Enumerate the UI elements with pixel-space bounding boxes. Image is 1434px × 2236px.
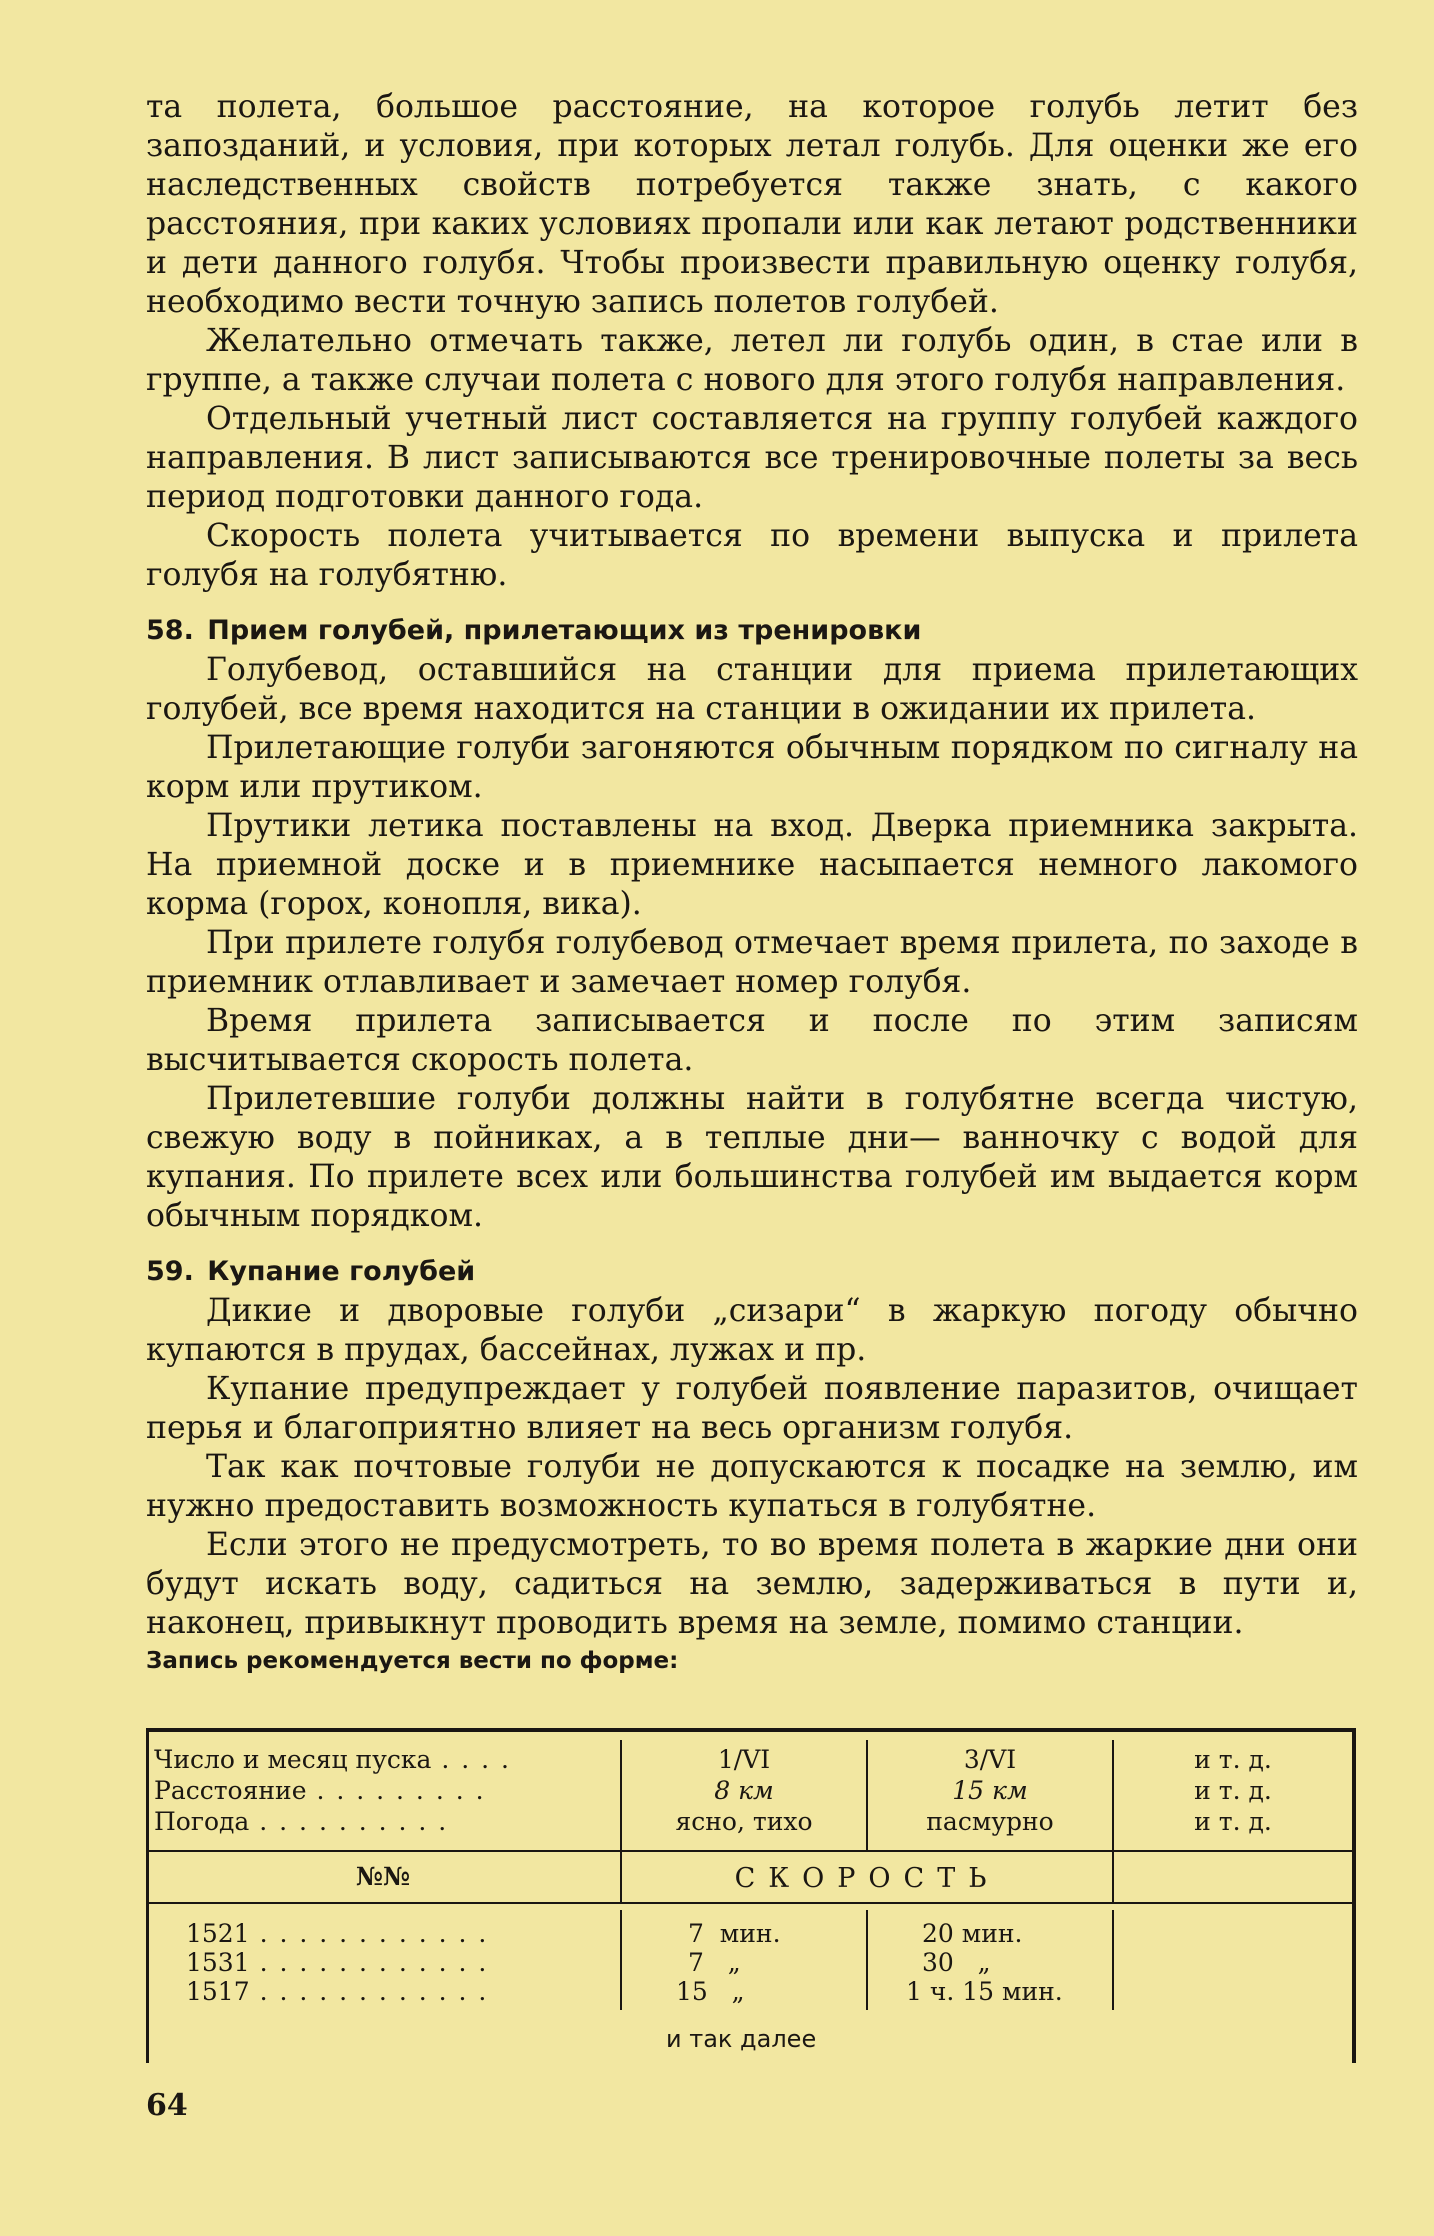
table-row-number: 1531 . . . . . . . . . . . . (186, 1948, 489, 1977)
launch-date: 1/VI (717, 1745, 771, 1774)
page-number: 64 (146, 2088, 188, 2123)
table-row-number: 1521 . . . . . . . . . . . . (186, 1919, 489, 1948)
paragraph: Прутики летика поставлены на вход. Дверка приемника закрыта. На приемной доске и в приемнике насыпается немного лакомого корма (горох, конопля, вика). (146, 808, 1358, 922)
table-footer: и так далее (666, 2025, 817, 2053)
paragraph: Время прилета записывается и после по этим записям высчитывается скорость полета. (146, 1003, 1358, 1078)
column-divider (1112, 1910, 1114, 2010)
speed-value: 1 ч. 15 мин. (906, 1977, 1063, 2006)
paragraph: Так как почтовые голуби не допускаются к посадке на землю, им нужно предоставить возможность купаться в голубятне. (146, 1449, 1358, 1524)
section-title: Купание голубей (207, 1256, 476, 1287)
speed-header: СКОРОСТЬ (734, 1863, 1000, 1894)
speed-value: 15 „ (676, 1977, 745, 2006)
paragraph: Прилетевшие голуби должны найти в голубятне всегда чистую, свежую воду в пойниках, а в теплые дни— ванночку с водой для купания. По прилете всех или большинства голубей им выдается корм обычным порядком. (146, 1081, 1358, 1234)
speed-value: 7 мин. (688, 1919, 781, 1948)
paragraph: Дикие и дворовые голуби „сизари“ в жаркую погоду обычно купаются в прудах, бассейнах, лужах и пр. (146, 1293, 1358, 1368)
weather: пасмурно (926, 1807, 1054, 1836)
table-caption: Запись рекомендуется вести по форме: (146, 1648, 679, 1674)
section-number: 59. (146, 1256, 194, 1287)
speed-row-rule (146, 1902, 1352, 1904)
paragraph: та полета, большое расстояние, на которое голубь летит без запозданий, и условия, при которых летал голубь. Для оценки же его наследственных свойств потребуется также знать, с какого расстояния, при каких условиях пропали или как летают родственники и дети данного голубя. Чтобы произвести правильную оценку голубя, необходимо вести точную запись полетов голубей. (146, 89, 1358, 320)
paragraph: Скорость полета учитывается по времени выпуска и прилета голубя на голубятню. (146, 518, 1358, 593)
paragraph: Купание предупреждает у голубей появление паразитов, очищает перья и благоприятно влияет на весь организм голубя. (146, 1371, 1358, 1446)
etc-cell: и т. д. (1194, 1807, 1272, 1836)
section-59-heading (146, 1254, 1358, 1290)
speed-value: 30 „ (922, 1948, 991, 1977)
paragraph: Если этого не предусмотреть, то во время полета в жаркие дни они будут искать воду, садиться на землю, задерживаться в пути и, наконец, привыкнут проводить время на земле, помимо станции. (146, 1527, 1358, 1641)
numbers-header: №№ (355, 1862, 411, 1891)
weather: ясно, тихо (675, 1807, 813, 1836)
column-divider (620, 1910, 622, 2010)
header-row-rule (146, 1850, 1352, 1852)
table-right-rule (1352, 1728, 1356, 2063)
distance: 8 км (714, 1776, 774, 1805)
paragraph: При прилете голубя голубевод отмечает время прилета, по заходе в приемник отлавливает и замечает номер голубя. (146, 925, 1358, 1000)
section-58-heading (146, 613, 1358, 649)
column-divider (866, 1910, 868, 2010)
section-title: Прием голубей, прилетающих из тренировки (207, 615, 922, 646)
distance: 15 км (952, 1776, 1028, 1805)
launch-date: 3/VI (963, 1745, 1017, 1774)
main-text (146, 88, 1358, 1677)
row-label: Погода . . . . . . . . . . (154, 1807, 449, 1836)
column-divider (1112, 1852, 1114, 1904)
flight-record-table (146, 1728, 1356, 2063)
row-label: Число и месяц пуска . . . . (154, 1745, 511, 1774)
paragraph: Голубевод, оставшийся на станции для приема прилетающих голубей, все время находится на станции в ожидании их прилета. (146, 652, 1358, 727)
etc-cell: и т. д. (1194, 1745, 1272, 1774)
speed-value: 7 „ (688, 1948, 741, 1977)
paragraph: Прилетающие голуби загоняются обычным порядком по сигналу на корм или прутиком. (146, 730, 1358, 805)
row-label: Расстояние . . . . . . . . . (154, 1776, 486, 1805)
section-number: 58. (146, 615, 194, 646)
table-top-rule (146, 1728, 1356, 1732)
speed-value: 20 мин. (922, 1919, 1023, 1948)
paragraph: Желательно отмечать также, летел ли голубь один, в стае или в группе, а также случаи полета с нового для этого голубя направления. (146, 323, 1358, 398)
etc-cell: и т. д. (1194, 1776, 1272, 1805)
paragraph: Отдельный учетный лист составляется на группу голубей каждого направления. В лист записываются все тренировочные полеты за весь период подготовки данного года. (146, 401, 1358, 515)
table-row-number: 1517 . . . . . . . . . . . . (186, 1977, 489, 2006)
table-left-rule (146, 1728, 149, 2063)
